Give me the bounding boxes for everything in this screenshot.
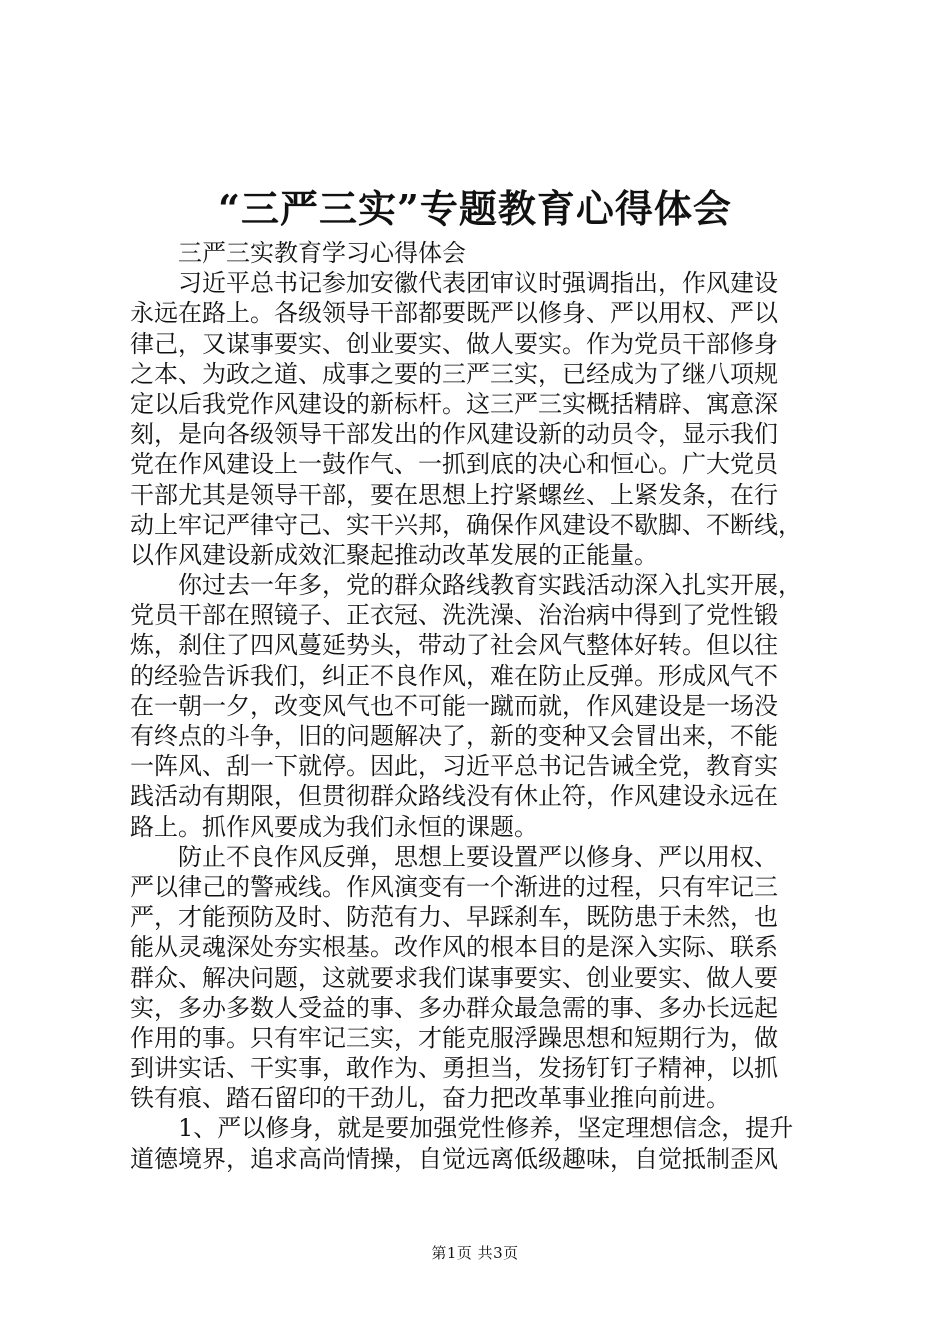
text-line: 能从灵魂深处夯实根基。改作风的根本目的是深入实际、联系 — [130, 933, 778, 962]
text-line: 在一朝一夕，改变风气也不可能一蹴而就，作风建设是一场没 — [130, 691, 778, 720]
text-line: 防止不良作风反弹，思想上要设置严以修身、严以用权、 — [130, 842, 778, 871]
text-line: 以作风建设新成效汇聚起推动改革发展的正能量。 — [130, 540, 658, 569]
text-line: 一阵风、刮一下就停。因此，习近平总书记告诫全党，教育实 — [130, 752, 778, 781]
text-line: 刻，是向各级领导干部发出的作风建设新的动员令，显示我们 — [130, 420, 778, 449]
text-line: 炼，刹住了四风蔓延势头，带动了社会风气整体好转。但以往 — [130, 631, 778, 660]
text-line: 定以后我党作风建设的新标杆。这三严三实概括精辟、寓意深 — [130, 389, 778, 418]
page-number: 第1页 共3页 — [431, 1244, 519, 1262]
text-line: 铁有痕、踏石留印的干劲儿，奋力把改革事业推向前进。 — [130, 1084, 730, 1113]
text-line: 干部尤其是领导干部，要在思想上拧紧螺丝、上紧发条，在行 — [130, 480, 778, 509]
text-line: 之本、为政之道、成事之要的三严三实，已经成为了继八项规 — [130, 359, 778, 388]
text-line: 作用的事。只有牢记三实，才能克服浮躁思想和短期行为，做 — [130, 1023, 778, 1052]
text-line: 有终点的斗争，旧的问题解决了，新的变种又会冒出来，不能 — [130, 722, 778, 750]
text-line: 群众、解决问题，这就要求我们谋事要实、创业要实、做人要 — [130, 963, 778, 992]
document-body — [130, 238, 830, 1174]
text-line: 动上牢记严律守己、实干兴邦，确保作风建设不歇脚、不断线， — [130, 510, 802, 539]
text-line: 你过去一年多，党的群众路线教育实践活动深入扎实开展， — [130, 571, 802, 600]
text-line: 严以律己的警戒线。作风演变有一个渐进的过程，只有牢记三 — [130, 872, 778, 901]
text-line: 习近平总书记参加安徽代表团审议时强调指出，作风建设 — [130, 269, 778, 298]
text-line: 严，才能预防及时、防范有力、早踩刹车，既防患于未然，也 — [130, 903, 778, 932]
text-line: 党在作风建设上一鼓作气、一抓到底的决心和恒心。广大党员 — [130, 450, 778, 479]
text-line: 路上。抓作风要成为我们永恒的课题。 — [130, 812, 538, 841]
text-line: 实，多办多数人受益的事、多办群众最急需的事、多办长远起 — [130, 993, 778, 1022]
text-line: 践活动有期限，但贯彻群众路线没有休止符，作风建设永远在 — [130, 782, 778, 811]
text-line: 三严三实教育学习心得体会 — [130, 239, 466, 267]
text-line: 的经验告诉我们，纠正不良作风，难在防止反弹。形成风气不 — [130, 661, 778, 690]
text-line: 永远在路上。各级领导干部都要既严以修身、严以用权、严以 — [130, 299, 778, 328]
text-line: 党员干部在照镜子、正衣冠、洗洗澡、治治病中得到了党性锻 — [130, 601, 778, 630]
text-line: 道德境界，追求高尚情操，自觉远离低级趣味，自觉抵制歪风 — [130, 1144, 778, 1173]
document-title: “三严三实”专题教育心得体会 — [218, 186, 732, 231]
text-line: 1、严以修身，就是要加强党性修养，坚定理想信念，提升 — [130, 1114, 794, 1143]
text-line: 到讲实话、干实事，敢作为、勇担当，发扬钉钉子精神，以抓 — [130, 1054, 778, 1083]
text-line: 律己，又谋事要实、创业要实、做人要实。作为党员干部修身 — [130, 329, 778, 358]
